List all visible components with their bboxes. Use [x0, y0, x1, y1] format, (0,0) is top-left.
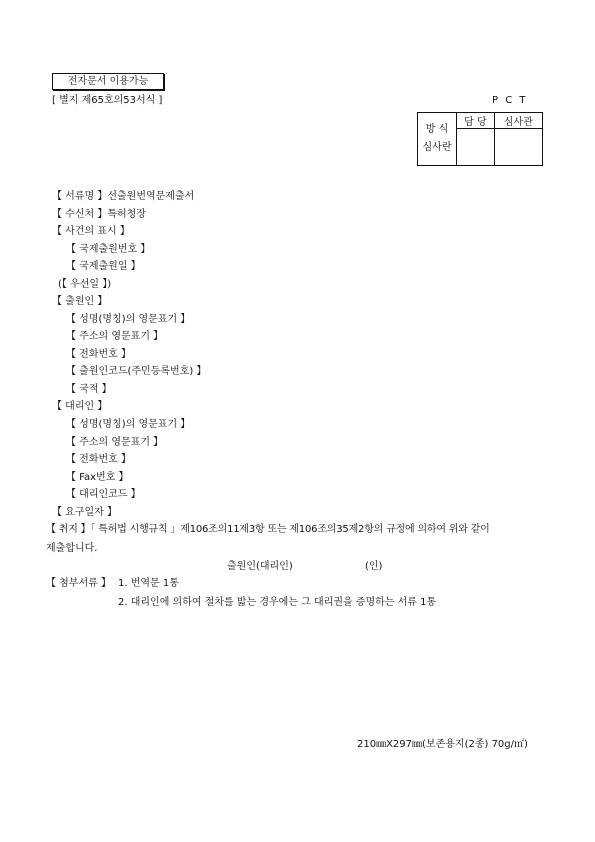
field-applicant-name-english: 【 성명(명칭)의 영문표기 】 — [66, 314, 191, 325]
purpose-line-2: 제출합니다. — [46, 543, 98, 554]
field-nationality: 【 국적 】 — [66, 384, 112, 395]
field-applicant-phone: 【 전화번호 】 — [66, 349, 131, 360]
pct-label: P C T — [492, 95, 528, 106]
field-agent-address-english: 【 주소의 영문표기 】 — [66, 437, 164, 448]
approval-charge-cell — [457, 129, 495, 166]
attachments-label: 【 첨부서류 】 — [46, 578, 111, 589]
field-applicant: 【 출원인 】 — [52, 296, 108, 307]
seal-label: (인) — [365, 561, 383, 572]
approval-charge-header: 담 당 — [457, 113, 495, 129]
field-case-indication: 【 사건의 표시 】 — [52, 226, 130, 237]
approval-examiner-cell — [494, 129, 542, 166]
field-agent-phone: 【 전화번호 】 — [66, 454, 131, 465]
attachment-item-1: 1. 번역문 1통 — [118, 578, 179, 589]
paper-spec-footer: 210㎜X297㎜(보존용지(2종) 70g/㎡) — [357, 739, 528, 750]
field-intl-application-date: 【 국제출원일 】 — [66, 261, 141, 272]
field-applicant-code: 【 출원인코드(주민등록번호) 】 — [66, 366, 207, 377]
field-agent: 【 대리인 】 — [52, 401, 108, 412]
field-agent-name-english: 【 성명(명칭)의 영문표기 】 — [66, 419, 191, 430]
approval-side-label: 방 식 심사란 — [418, 113, 457, 166]
field-recipient: 【 수신처 】특허청장 — [52, 209, 146, 220]
field-priority-date: (【 우선일 】) — [58, 279, 112, 290]
electronic-document-tag: 전자문서 이용가능 — [52, 73, 164, 90]
form-number: [ 별지 제65호의53서식 ] — [52, 95, 163, 106]
field-agent-fax: 【 Fax번호 】 — [66, 472, 129, 483]
field-agent-code: 【 대리인코드 】 — [66, 489, 141, 500]
applicant-signature-label: 출원인(대리인) — [227, 561, 293, 572]
approval-table — [417, 112, 543, 166]
attachment-item-2: 2. 대리인에 의하여 절차를 밟는 경우에는 그 대리권을 증명하는 서류 1통 — [118, 597, 437, 608]
field-document-name: 【 서류명 】선출원번역문제출서 — [52, 191, 195, 202]
field-request-date: 【 요구일자 】 — [52, 507, 117, 518]
field-applicant-address-english: 【 주소의 영문표기 】 — [66, 331, 164, 342]
field-intl-application-number: 【 국제출원번호 】 — [66, 244, 151, 255]
approval-examiner-header: 심사관 — [494, 113, 542, 129]
purpose-line-1: 【 취지 】「 특허법 시행규칙 」제106조의11제3항 또는 제106조의35제2항의 규정에 의하여 위와 같이 — [46, 524, 490, 535]
